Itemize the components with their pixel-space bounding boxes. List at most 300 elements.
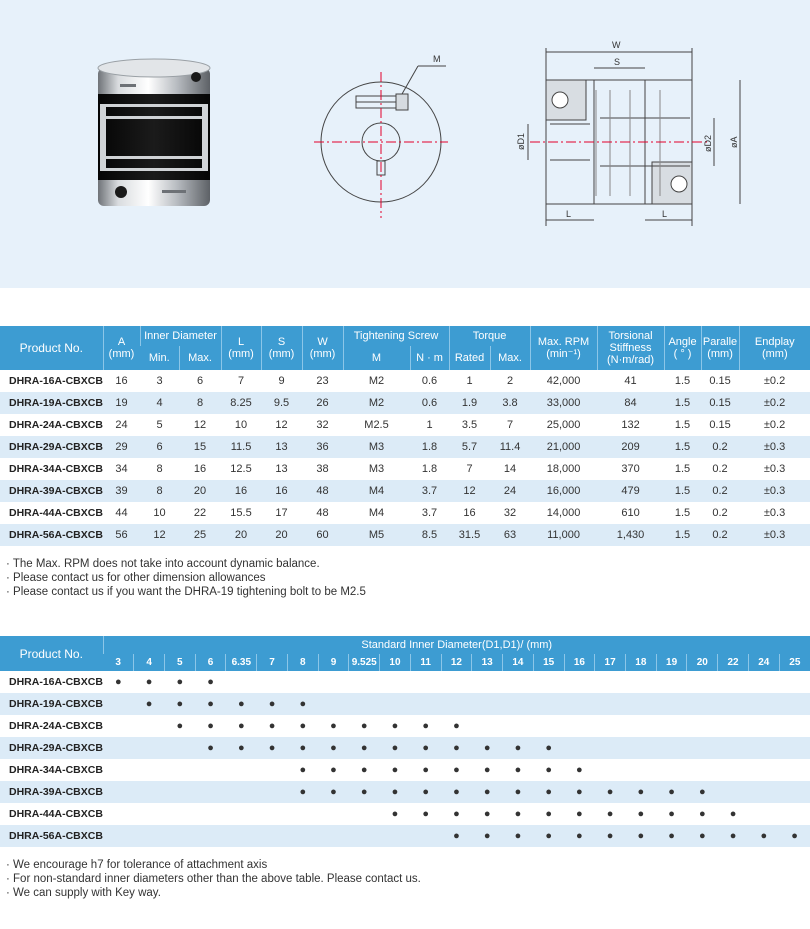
product-no-cell: DHRA-44A-CBXCB [9,808,103,820]
availability-dot: ● [576,764,583,776]
table-cell: 1.5 [674,375,691,387]
product-no-cell: DHRA-24A-CBXCB [9,720,103,732]
diameter-column-header: 7 [257,654,288,671]
empty-cell [257,803,288,825]
empty-cell [380,693,411,715]
table-cell: M3 [368,463,385,475]
empty-cell [595,759,626,781]
table-cell: 3.7 [410,480,449,502]
table-cell: 25,000 [546,419,581,431]
table-cell: 0.2 [701,524,739,546]
empty-cell [687,715,718,737]
header-standard-inner-diameter: Standard Inner Diameter(D1,D1)/ (mm) [103,636,810,654]
table-cell: 20 [261,524,302,546]
empty-cell [748,671,779,693]
availability-dot: ● [503,781,534,803]
empty-cell [349,671,380,693]
table-cell: 48 [316,507,329,519]
empty-cell [103,715,134,737]
availability-dot: ● [472,737,503,759]
availability-dot: ● [195,737,226,759]
empty-cell [718,671,749,693]
empty-cell [195,759,226,781]
availability-dot: ● [145,676,153,688]
table-cell: 10 [153,507,166,519]
empty-cell [533,671,564,693]
empty-cell [441,671,472,693]
empty-cell [257,825,288,847]
header-tightening-screw: Tightening Screw [343,326,449,346]
table-cell: 48 [302,480,343,502]
availability-dot: ● [164,693,195,715]
header-product-no: Product No. [0,326,103,370]
empty-cell [134,759,165,781]
table-cell: 20 [221,524,261,546]
empty-cell [441,693,472,715]
header-angle: Angle ( ° ) [664,326,701,370]
header-min: Min. [140,346,179,370]
table-cell: 0.6 [410,392,449,414]
table-cell: 3 [156,375,163,387]
header-max-rpm: Max. RPM (min⁻¹) [530,326,597,370]
table-cell: 15.5 [230,507,252,519]
table-cell: 9.5 [261,392,302,414]
table-cell: M2.5 [364,419,389,431]
availability-dot: ● [687,781,718,803]
table-cell: 41 [624,375,637,387]
header-inner-diameter: Inner Diameter [140,326,221,346]
table-row [0,436,810,458]
table-cell: 8.5 [410,524,449,546]
availability-dot: ● [257,737,288,759]
table-cell: 12 [140,524,179,546]
table-cell: 1.9 [449,392,490,414]
table-cell: 23 [316,375,329,387]
diameter-column-header: 5 [164,654,195,671]
availability-dot: ● [472,781,503,803]
empty-cell [349,693,380,715]
label-w: W [612,40,621,50]
empty-cell [748,737,779,759]
table-cell: 1.5 [674,419,691,431]
empty-cell [779,759,810,781]
availability-dot: ● [564,825,595,847]
table-cell: 21,000 [530,436,597,458]
table-cell: 39 [103,480,140,502]
availability-dot: ● [299,764,307,776]
table-cell: 370 [621,463,640,475]
table-cell: 209 [597,436,664,458]
availability-dot: ● [318,737,349,759]
availability-dot: ● [503,737,534,759]
diameter-column-header: 11 [410,654,441,671]
empty-cell [533,715,564,737]
availability-dot: ● [595,825,626,847]
empty-cell [103,759,134,781]
table-cell: 36 [302,436,343,458]
diameter-column-header: 16 [564,654,595,671]
empty-cell [656,671,687,693]
empty-cell [748,803,779,825]
table-row [0,524,810,546]
availability-dot: ● [226,693,257,715]
product-no-cell: DHRA-24A-CBXCB [9,419,103,431]
empty-cell [503,715,534,737]
table-cell: 1 [466,375,473,387]
availability-dot: ● [380,737,411,759]
empty-cell [318,693,349,715]
table-cell: 11.5 [221,436,261,458]
empty-cell [318,825,349,847]
table-cell: 1.5 [664,436,701,458]
availability-dot: ● [410,781,441,803]
empty-cell [656,715,687,737]
label-d1: øD1 [516,132,526,150]
diameter-column-header: 9.525 [349,654,380,671]
table-cell: 3.8 [490,392,530,414]
availability-dot: ● [207,676,214,688]
table-cell: ±0.3 [763,507,786,519]
table-cell: ±0.3 [739,524,810,546]
table-cell: ±0.2 [763,375,786,387]
table-row [0,803,810,825]
empty-cell [564,737,595,759]
availability-dot: ● [410,737,441,759]
diameter-column-header: 20 [687,654,718,671]
availability-dot: ● [299,720,307,732]
availability-dot: ● [625,825,656,847]
availability-dot: ● [391,764,399,776]
table-cell: 34 [115,463,128,475]
diameter-header-row [0,654,810,671]
empty-cell [687,693,718,715]
end-view-drawing [314,66,448,218]
table-cell: ±0.2 [739,392,810,414]
product-no-cell: DHRA-56A-CBXCB [0,825,103,847]
table-cell: 7 [506,419,514,431]
empty-cell [687,671,718,693]
empty-cell [164,737,195,759]
availability-dot: ● [687,825,718,847]
product-no-cell: DHRA-56A-CBXCB [0,524,103,546]
availability-dot: ● [606,808,614,820]
table-cell: 20 [179,480,221,502]
product-no-cell: DHRA-44A-CBXCB [9,507,103,519]
label-d2: øD2 [703,134,713,152]
empty-cell [718,693,749,715]
table-row [0,715,810,737]
empty-cell [503,671,534,693]
empty-cell [748,715,779,737]
table-cell: 1.5 [674,463,691,475]
header-endplay: Endplay (mm) [739,326,810,370]
table-cell: 13 [275,463,288,475]
empty-cell [164,781,195,803]
table-row [0,392,810,414]
table-cell: 1,430 [597,524,664,546]
table-row [0,759,810,781]
header-parallel: Paralle (mm) [701,326,739,370]
empty-cell [718,715,749,737]
table-cell: 7 [466,463,473,475]
product-no-cell: DHRA-34A-CBXCB [9,463,103,475]
empty-cell [748,781,779,803]
empty-cell [625,715,656,737]
empty-cell [779,671,810,693]
diameter-column-header: 10 [380,654,411,671]
table-cell: 1.5 [664,480,701,502]
table-cell: 16 [115,375,128,387]
table-cell: 1.5 [674,507,691,519]
empty-cell [595,737,626,759]
table-cell: 16,000 [530,480,597,502]
table-cell: 60 [302,524,343,546]
table-cell: 1.8 [421,463,438,475]
empty-cell [656,693,687,715]
note-line: · We encourage h7 for tolerance of attachment axis [6,859,268,871]
availability-dot: ● [637,808,645,820]
diameter-column-header: 9 [318,654,349,671]
availability-dot: ● [237,720,245,732]
label-s: S [614,57,621,67]
availability-dot: ● [729,808,737,820]
empty-cell [687,759,718,781]
availability-dot: ● [748,825,779,847]
diameter-column-header: 6.35 [226,654,257,671]
availability-dot: ● [287,737,318,759]
diameter-column-header: 4 [134,654,165,671]
product-no-cell: DHRA-39A-CBXCB [0,480,103,502]
empty-cell [595,715,626,737]
table-cell: 8 [140,480,179,502]
availability-dot: ● [226,737,257,759]
empty-cell [779,737,810,759]
empty-cell [164,759,195,781]
table-row [0,825,810,847]
specification-table [0,326,810,546]
empty-cell [134,825,165,847]
table-cell: M2 [368,375,385,387]
availability-dot: ● [176,676,184,688]
product-no-cell: DHRA-16A-CBXCB [9,676,103,688]
table-cell: 11.4 [490,436,530,458]
note-line: · Please contact us for other dimension allowances [6,572,266,584]
table-cell: 16 [463,507,476,519]
availability-dot: ● [472,825,503,847]
table-cell: 4 [140,392,179,414]
table-cell: 16 [193,463,207,475]
diameter-column-header: 3 [103,654,134,671]
empty-cell [625,671,656,693]
availability-dot: ● [441,781,472,803]
empty-cell [134,715,165,737]
table-cell: 25 [179,524,221,546]
empty-cell [287,803,318,825]
diameter-table-body [0,671,810,847]
empty-cell [410,825,441,847]
availability-dot: ● [115,676,122,688]
diameter-column-header: 19 [656,654,687,671]
empty-cell [349,825,380,847]
availability-dot: ● [422,808,430,820]
table-row [0,781,810,803]
empty-cell [257,759,288,781]
availability-dot: ● [134,693,165,715]
diameter-column-header: 14 [503,654,534,671]
table-row [0,480,810,502]
empty-cell [287,671,318,693]
availability-dot: ● [595,781,626,803]
table-cell: 19 [103,392,140,414]
availability-dot: ● [656,781,687,803]
empty-cell [625,737,656,759]
table-cell: 29 [103,436,140,458]
table-cell: 63 [490,524,530,546]
table-row [0,737,810,759]
product-no-cell: DHRA-19A-CBXCB [0,693,103,715]
table-cell: 7 [237,375,245,387]
availability-dot: ● [533,737,564,759]
empty-cell [134,803,165,825]
table-cell: 18,000 [546,463,581,475]
table-cell: 1 [426,419,433,431]
header-max: Max. [179,346,221,370]
table-cell: ±0.2 [763,419,786,431]
availability-dot: ● [176,720,184,732]
specification-table-body [0,370,810,546]
table-cell: 1.5 [664,392,701,414]
availability-dot: ● [360,764,368,776]
empty-cell [103,737,134,759]
diameter-column-header: 6 [195,654,226,671]
table-cell: 16 [221,480,261,502]
header-s: S (mm) [261,326,302,370]
empty-cell [656,759,687,781]
empty-cell [625,759,656,781]
table-cell: 0.15 [709,419,731,431]
table-cell: 3.5 [461,419,478,431]
header-l: L (mm) [221,326,261,370]
availability-dot: ● [668,808,675,820]
specification-notes [6,557,366,599]
note-line: · For non-standard inner diameters other than the above table. Please contact us. [6,873,421,885]
empty-cell [595,693,626,715]
table-row [0,502,810,524]
empty-cell [195,803,226,825]
availability-dot: ● [698,808,706,820]
availability-dot: ● [453,764,460,776]
empty-cell [472,671,503,693]
label-l-right: L [662,209,668,219]
empty-cell [318,671,349,693]
empty-cell [226,781,257,803]
diameter-column-header: 25 [779,654,810,671]
table-row [0,671,810,693]
table-row [0,693,810,715]
availability-dot: ● [656,825,687,847]
availability-dot: ● [318,781,349,803]
availability-dot: ● [441,737,472,759]
product-no-cell: DHRA-34A-CBXCB [9,764,103,776]
table-cell: 17 [275,507,288,519]
table-cell: 33,000 [530,392,597,414]
empty-cell [349,803,380,825]
product-no-cell: DHRA-39A-CBXCB [0,781,103,803]
diameter-column-header: 12 [441,654,472,671]
availability-dot: ● [195,693,226,715]
header-torque-rated: Rated [449,346,490,370]
empty-cell [410,671,441,693]
availability-dot: ● [422,764,430,776]
standard-inner-diameter-table [0,636,810,847]
empty-cell [718,781,749,803]
empty-cell [134,781,165,803]
table-cell: 6 [196,375,204,387]
availability-dot: ● [533,825,564,847]
availability-dot: ● [287,693,318,715]
availability-dot: ● [453,720,460,732]
empty-cell [779,803,810,825]
empty-cell [472,693,503,715]
availability-dot: ● [360,720,368,732]
label-l-left: L [566,209,572,219]
availability-dot: ● [564,781,595,803]
table-cell: 12 [275,419,288,431]
availability-dot: ● [207,720,214,732]
table-cell: 56 [103,524,140,546]
product-no-cell: DHRA-16A-CBXCB [9,375,103,387]
label-a: øA [729,136,739,148]
empty-cell [718,759,749,781]
header-a: A (mm) [103,326,140,370]
table-cell: 0.2 [701,436,739,458]
empty-cell [625,693,656,715]
table-cell: M5 [343,524,410,546]
header-product-no-2: Product No. [0,636,103,671]
empty-cell [595,671,626,693]
empty-cell [656,737,687,759]
table-cell: 6 [140,436,179,458]
table-cell: M3 [343,436,410,458]
empty-cell [103,825,134,847]
diameter-column-header: 15 [533,654,564,671]
availability-dot: ● [422,720,430,732]
table-cell: ±0.3 [739,480,810,502]
table-cell: 31.5 [449,524,490,546]
availability-dot: ● [268,720,276,732]
header-w: W (mm) [302,326,343,370]
availability-dot: ● [349,781,380,803]
availability-dot: ● [576,808,583,820]
table-cell: 1.5 [664,524,701,546]
note-line: · Please contact us if you want the DHRA-19 tightening bolt to be M2.5 [6,586,366,598]
availability-dot: ● [257,693,288,715]
empty-cell [564,671,595,693]
table-cell: 8.25 [221,392,261,414]
empty-cell [195,825,226,847]
table-cell: 12 [449,480,490,502]
empty-cell [226,759,257,781]
empty-cell [380,671,411,693]
availability-dot: ● [380,781,411,803]
table-cell: 8 [156,463,163,475]
empty-cell [103,693,134,715]
table-cell: 32 [503,507,517,519]
empty-cell [164,803,195,825]
table-cell: 132 [621,419,640,431]
table-cell: 15 [179,436,221,458]
header-screw-nm: N · m [410,346,449,370]
